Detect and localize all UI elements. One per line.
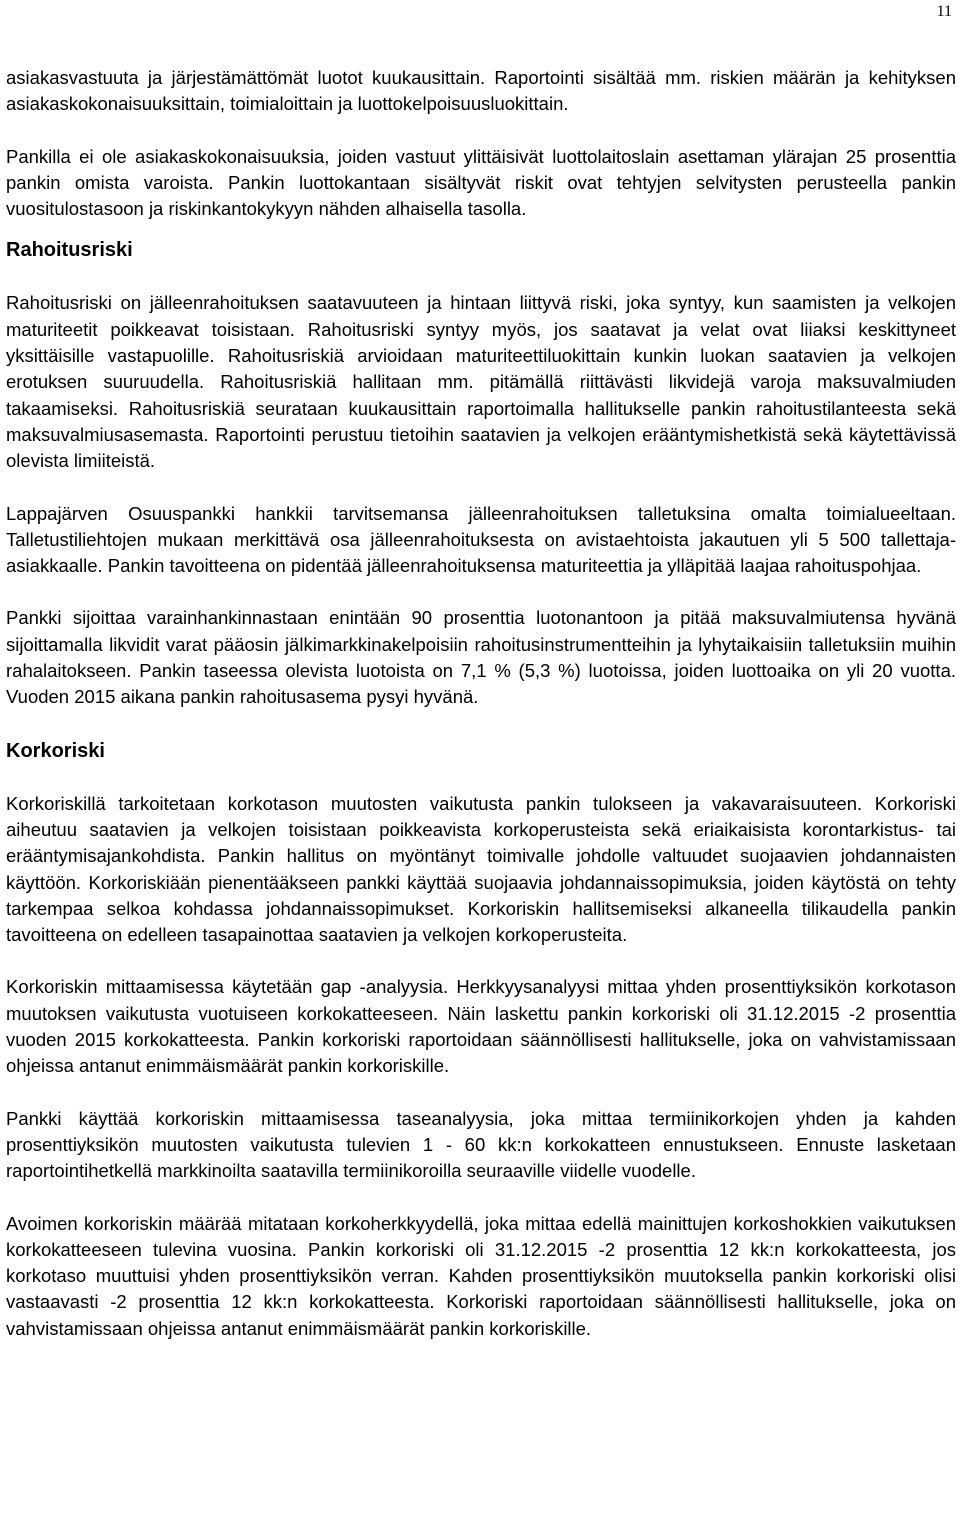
paragraph-rahoitusriski-investment: Pankki sijoittaa varainhankinnastaan enintään 90 prosenttia luotonantoon ja pitää maksuvalmiutensa hyvänä sijoittamalla likvidit varat pääosin jälkimarkkinakelpoisiin rahoitusinstrumentteihin ja lyhytaikaisiin talletuksiin muihin rahalaitokseen. Pankin taseessa olevista luotoista on 7,1 % (5,3 %) luotoissa, joiden luottoaika on yli 20 vuotta. Vuoden 2015 aikana pankin rahoitusasema pysyi hyvänä. (6, 607, 956, 708)
paragraph-reporting: asiakasvastuuta ja järjestämättömät luotot kuukausittain. Raportointi sisältää mm. riskien määrän ja kehityksen asiakaskokonaisuuksittain, toimialoittain ja luottokelpoisuusluokittain. (6, 67, 956, 115)
paragraph-customer-entities: Pankilla ei ole asiakaskokonaisuuksia, joiden vastuut ylittäisivät luottolaitoslain asettaman ylärajan 25 prosenttia pankin omista varoista. Pankin luottokantaan sisältyvät riskit ovat tehtyjen selvitysten perusteella pankin vuositulostasoon ja riskinkantokykyyn nähden alhaisella tasolla. (6, 145, 956, 220)
paragraph-korkoriski-definition: Korkoriskillä tarkoitetaan korkotason muutosten vaikutusta pankin tulokseen ja vakavaraisuuteen. Korkoriski aiheutuu saatavien ja velkojen toisistaan poikkeavista korkoperusteista sekä eriaikaisista korontarkistus- tai erääntymisajankohdista. Pankin hallitus on myöntänyt toimivalle johdolle valtuudet suojaavien johdannaisten käyttöön. Korkoriskiään pienentääkseen pankki käyttää suojaavia johdannaissopimuksia, joiden käytöstä on tehty tarkempaa selkoa kohdassa johdannaissopimukset. Korkoriskin hallitsemiseksi alkaneella tilikaudella pankin tavoitteena on edelleen tasapainottaa saatavien ja velkojen korkoperusteita. (6, 792, 956, 946)
paragraph-korkoriski-open-risk: Avoimen korkoriskin määrää mitataan korkoherkkyydellä, joka mittaa edellä mainittujen korkoshokkien vaikutuksen korkokatteeseen tulevina vuosina. Pankin korkoriski oli 31.12.2015 -2 prosenttia 12 kk:n korkokatteesta, jos korkotaso muuttuisi yhden prosenttiyksikön verran. Kahden prosenttiyksikön muutoksella pankin korkoriski olisi vastaavasti -2 prosenttia 12 kk:n korkokatteesta. Korkoriski raportoidaan säännöllisesti hallitukselle, joka on vahvistamissaan ohjeissa antanut enimmäismäärät pankin korkoriskille. (6, 1212, 956, 1339)
paragraph-rahoitusriski-definition: Rahoitusriski on jälleenrahoituksen saatavuuteen ja hintaan liittyvä riski, joka syntyy, kun saamisten ja velkojen maturiteetit poikkeavat toisistaan. Rahoitusriski syntyy myös, jos saatavat ja velat ovat liiaksi keskittyneet yksittäisille vastapuolille. Rahoitusriskiä arvioidaan maturiteettiluokittain kunkin luokan saatavien ja velkojen erotuksen suuruudella. Rahoitusriskiä hallitaan mm. pitämällä riittävästi likvidejä varoja maksuvalmiuden takaamiseksi. Rahoitusriskiä seurataan kuukausittain raportoimalla hallitukselle pankin rahoitustilanteesta sekä maksuvalmiusasemasta. Raportointi perustuu tietoihin saatavien ja velkojen erääntymishetkistä sekä käytettävissä olevista limiiteistä. (6, 292, 956, 472)
page-content (6, 65, 956, 1342)
paragraph-rahoitusriski-funding: Lappajärven Osuuspankki hankkii tarvitsemansa jälleenrahoituksen talletuksina omalta toimialueeltaan. Talletustiliehtojen mukaan merkittävä osa jälleenrahoituksesta on avistaehtoista jakautuen yli 5 500 tallettaja-asiakkaalle. Pankin tavoitteena on pidentää jälleenrahoituksensa maturiteettia ja ylläpitää laajaa rahoituspohjaa. (6, 502, 956, 577)
paragraph-korkoriski-gap-analysis: Korkoriskin mittaamisessa käytetään gap -analyysia. Herkkyysanalyysi mittaa yhden prosenttiyksikön korkotason muutoksen vaikutusta vuotuiseen korkokatteeseen. Näin laskettu pankin korkoriski oli 31.12.2015 -2 prosenttia vuoden 2015 korkokatteesta. Pankin korkoriski raportoidaan säännöllisesti hallitukselle, joka on vahvistamissaan ohjeissa antanut enimmäismäärät pankin korkoriskille. (6, 976, 956, 1077)
section-heading-rahoitusriski: Rahoitusriski (6, 239, 133, 262)
paragraph-korkoriski-balance-analysis: Pankki käyttää korkoriskin mittaamisessa taseanalyysia, joka mittaa termiinikorkojen yhden ja kahden prosenttiyksikön muutosten vaikutusta tulevien 1 - 60 kk:n korkokatteen ennustukseen. Ennuste lasketaan raportointihetkellä markkinoilta saatavilla termiinikoroilla seuraaville viidelle vuodelle. (6, 1107, 956, 1182)
page-number: 11 (936, 3, 952, 20)
section-heading-korkoriski: Korkoriski (6, 739, 105, 762)
